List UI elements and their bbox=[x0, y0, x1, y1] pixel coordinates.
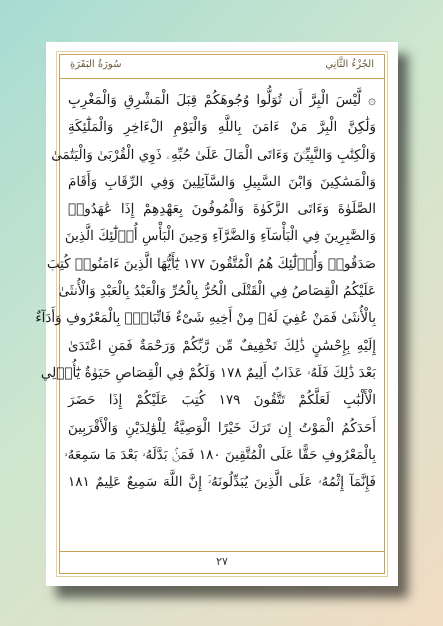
verse-line: أَحَدَكُمُ الْمَوْتُ إِن تَرَكَ خَيْرًا الْوَصِيَّةُ لِلْوَٰلِدَيْنِ وَالْأَقْرَبِينَ bbox=[68, 419, 376, 436]
verse-line: إِلَيْهِ بِإِحْسَٰنٍ ذَٰلِكَ تَخْفِيفٌ مِّن رَّبِّكُمْ وَرَحْمَةٌ فَمَنِ اعْتَدَىٰ bbox=[68, 337, 376, 354]
verse-line: صَدَقُوا۟ وَأُو۟لَٰٓئِكَ هُمُ الْمُتَّقُونَ ١٧٧ يَٰٓأَيُّهَا الَّذِينَ ءَامَنُوا۟ كُتِبَ bbox=[46, 255, 376, 272]
verse-line: فَإِنَّمَآ إِثْمُهُۥ عَلَى الَّذِينَ يُبَدِّلُونَهُۥٓ إِنَّ اللَّهَ سَمِيعٌ عَلِيمٌ ١٨١ bbox=[68, 474, 376, 491]
surah-name: سُورَةُ البَقَرَةِ bbox=[70, 59, 122, 70]
page-number: ٢٧ bbox=[216, 555, 228, 568]
verse-line: وَالْكِتَٰبِ وَالنَّبِيِّـۧنَ وَءَاتَى الْمَالَ عَلَىٰ حُبِّهِۦ ذَوِي الْقُرْبَىٰ وَالْيَتَٰمَىٰ bbox=[51, 146, 376, 163]
page-header bbox=[60, 55, 384, 79]
juz-name: الجُزْءُ الثَّانِي bbox=[325, 59, 374, 70]
verse-line: بِالْمَعْرُوفِ حَقًّا عَلَى الْمُتَّقِينَ ١٨٠ فَمَنۢ بَدَّلَهُۥ بَعْدَ مَا سَمِعَهُۥ bbox=[64, 446, 376, 463]
verse-line: الْأَلْبَٰبِ لَعَلَّكُمْ تَتَّقُونَ ١٧٩ كُتِبَ عَلَيْكُمْ إِذَا حَضَرَ bbox=[68, 392, 376, 409]
verse-text bbox=[35, 87, 376, 539]
verse-line: بِالْأُنثَىٰ فَمَنْ عُفِيَ لَهُۥ مِنْ أَخِيهِ شَىْءٌ فَاتِّبَاعٌۢ بِالْمَعْرُوفِ وَأَدَآءٌ bbox=[35, 310, 376, 327]
page-footer bbox=[60, 551, 384, 573]
verse-line: وَالْمَسَٰكِينَ وَابْنَ السَّبِيلِ وَالسَّآئِلِينَ وَفِي الرِّقَابِ وَأَقَامَ bbox=[68, 173, 376, 190]
verse-line: ۞ لَّيْسَ الْبِرَّ أَن تُوَلُّوا وُجُوهَكُمْ قِبَلَ الْمَشْرِقِ وَالْمَغْرِبِ bbox=[68, 92, 376, 108]
verse-line: وَلَٰكِنَّ الْبِرَّ مَنْ ءَامَنَ بِاللَّهِ وَالْيَوْمِ الْءَاخِرِ وَالْمَلَٰٓئِكَةِ bbox=[68, 119, 376, 136]
verse-line: الصَّلَوٰةَ وَءَاتَى الزَّكَوٰةَ وَالْمُوفُونَ بِعَهْدِهِمْ إِذَا عَٰهَدُوا۟ bbox=[68, 201, 376, 218]
verse-line: عَلَيْكُمُ الْقِصَاصُ فِي الْقَتْلَى الْحُرُّ بِالْحُرِّ وَالْعَبْدُ بِالْعَبْدِ وَالْأُنثَىٰ bbox=[58, 283, 376, 300]
verse-line: وَالصَّٰبِرِينَ فِي الْبَأْسَآءِ وَالضَّرَّآءِ وَحِينَ الْبَأْسِ أُو۟لَٰٓئِكَ الَّذِينَ bbox=[64, 228, 376, 245]
mushaf-page bbox=[35, 42, 398, 586]
page-frame bbox=[35, 54, 385, 574]
verse-line: بَعْدَ ذَٰلِكَ فَلَهُۥ عَذَابٌ أَلِيمٌ ١٧٨ وَلَكُمْ فِي الْقِصَاصِ حَيَوٰةٌ يَٰٓأُو۟لِي bbox=[40, 364, 376, 381]
